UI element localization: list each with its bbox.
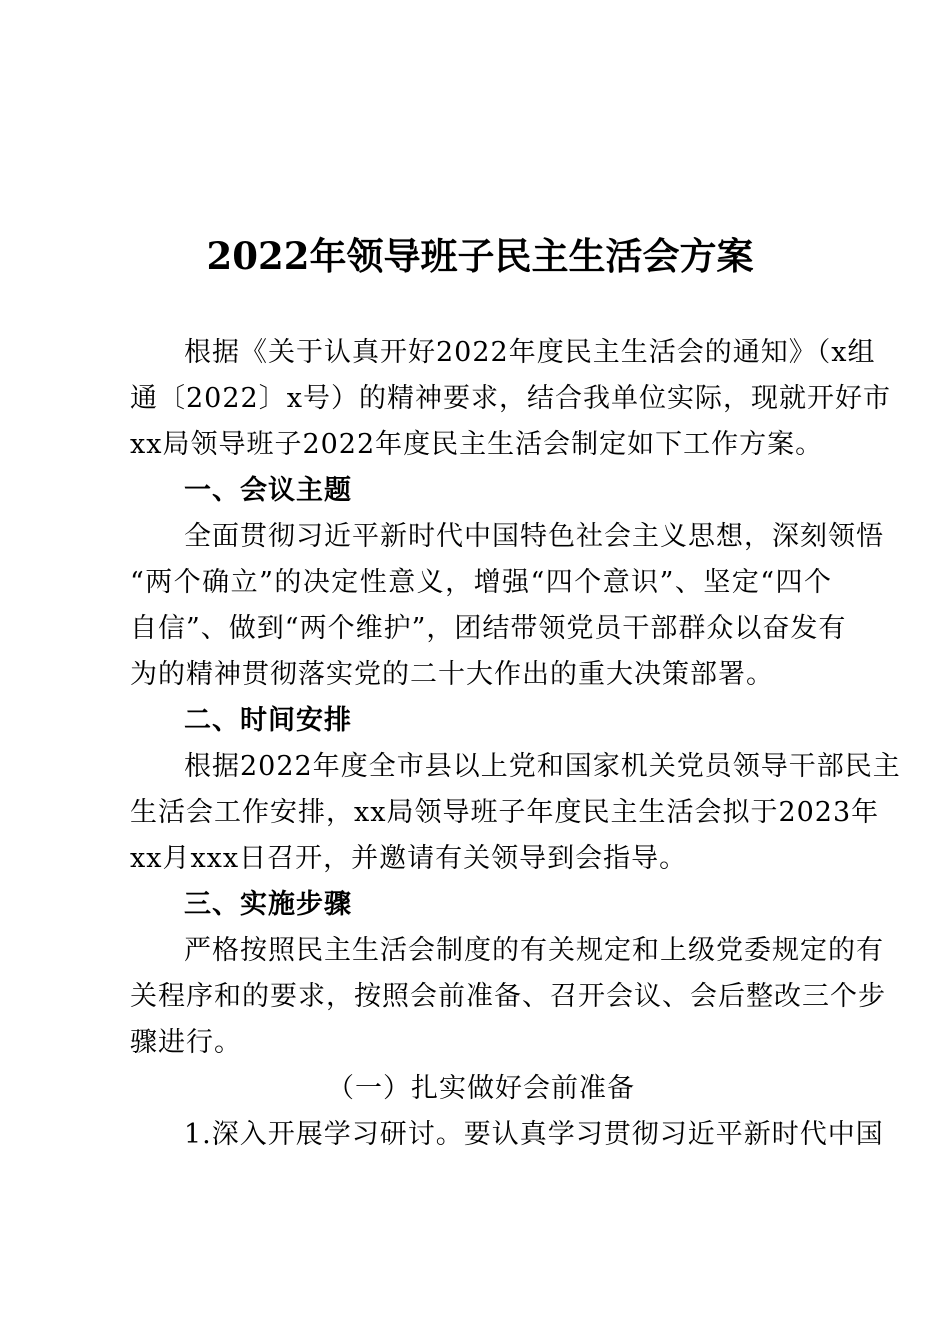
text-line: 关程序和的要求，按照会前准备、召开会议、会后整改三个步 <box>130 981 886 1012</box>
section-heading-steps: 三、实施步骤 <box>184 889 352 920</box>
text-line: 根据2022年度全市县以上党和国家机关党员领导干部民主 <box>184 751 901 782</box>
text-line: 通〔2022〕x号）的精神要求，结合我单位实际，现就开好市 <box>130 383 891 414</box>
document-title: 2022年领导班子民主生活会方案 <box>206 234 754 278</box>
section-heading-schedule: 二、时间安排 <box>184 705 352 736</box>
text-line: 为的精神贯彻落实党的二十大作出的重大决策部署。 <box>130 659 774 690</box>
theme-paragraph <box>130 514 884 698</box>
schedule-paragraph <box>130 744 901 882</box>
preparation-paragraph <box>130 1112 884 1158</box>
subsection-heading-preparation: （一）扎实做好会前准备 <box>327 1073 635 1104</box>
text-line: 全面贯彻习近平新时代中国特色社会主义思想，深刻领悟 <box>184 521 884 552</box>
text-line: “两个确立”的决定性意义，增强“四个意识”、坚定“四个 <box>130 567 832 598</box>
text-line: 骤进行。 <box>130 1027 242 1058</box>
text-line: 严格按照民主生活会制度的有关规定和上级党委规定的有 <box>184 935 884 966</box>
text-line: xx月xxx日召开，并邀请有关领导到会指导。 <box>130 843 688 874</box>
steps-paragraph <box>130 928 886 1066</box>
intro-paragraph <box>130 330 891 468</box>
text-line: 自信”、做到“两个维护”，团结带领党员干部群众以奋发有 <box>130 613 847 644</box>
document-body <box>130 330 901 1158</box>
text-line: xx局领导班子2022年度民主生活会制定如下工作方案。 <box>130 429 824 460</box>
text-line: 根据《关于认真开好2022年度民主生活会的通知》（x组 <box>184 337 876 368</box>
text-line: 1.深入开展学习研讨。要认真学习贯彻习近平新时代中国 <box>184 1119 884 1150</box>
text-line: 生活会工作安排，xx局领导班子年度民主生活会拟于2023年 <box>130 797 880 828</box>
section-heading-theme: 一、会议主题 <box>184 475 352 506</box>
